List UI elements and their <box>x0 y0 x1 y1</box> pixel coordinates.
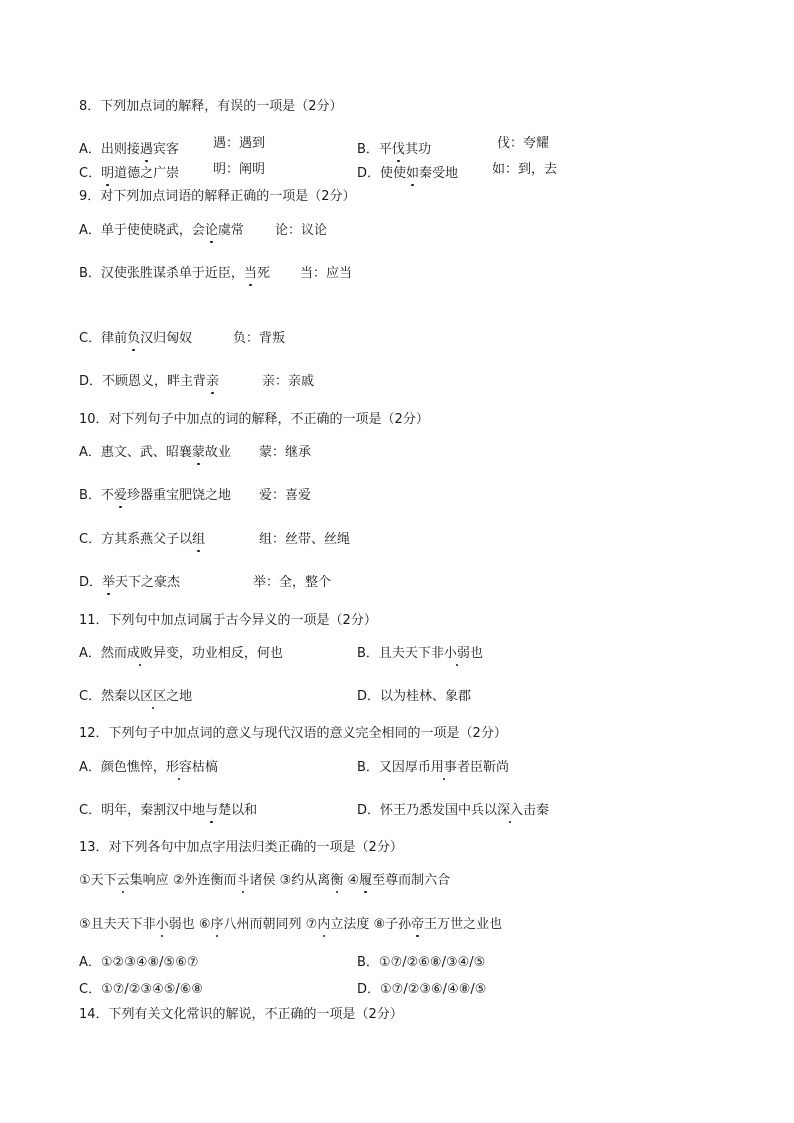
q11-option-d: D．以为桂林、象郡 <box>357 689 472 704</box>
q13-option-b: B．①⑦/②⑥⑧/③④/⑤ <box>357 955 486 970</box>
q11-option-c: C．然秦以区区之地 <box>79 689 193 704</box>
q8-option-b-gloss: 伐：夸耀 <box>497 136 550 151</box>
q13-sentence-1: ①天下云集响应 <box>79 873 169 888</box>
q13-sentence-4: ④履至尊而制六合 <box>347 873 451 888</box>
q13-sentence-8: ⑧子孙帝王万世之业也 <box>373 917 503 932</box>
q8-option-c: C．明道德之广崇 <box>79 166 180 181</box>
q8-option-a-gloss: 遇：遇到 <box>213 136 266 151</box>
q13-sentence-3: ③约从离衡 <box>279 873 344 888</box>
q13-sentence-2: ②外连衡而斗诸侯 <box>172 873 276 888</box>
q13-sentences-row-1 <box>79 873 450 889</box>
q10-option-d: D．举天下之豪杰 <box>79 575 181 590</box>
q10-option-b-gloss: 爱：喜爱 <box>259 488 312 503</box>
q12-option-a: A．颜色憔悴，形容枯槁 <box>79 760 218 775</box>
q9-option-b: B．汉使张胜谋杀单于近臣，当死 <box>79 266 270 281</box>
q9-option-c-gloss: 负：背叛 <box>233 331 286 346</box>
q13-sentence-6: ⑥序八州而朝同列 <box>198 917 302 932</box>
q9-option-b-gloss: 当：应当 <box>300 266 353 281</box>
q10-option-c: C．方其系燕父子以组 <box>79 532 206 547</box>
q9-option-c: C．律前负汉归匈奴 <box>79 331 193 346</box>
q8-option-d-gloss: 如：到，去 <box>492 162 558 177</box>
q10-option-d-gloss: 举：全，整个 <box>253 575 332 590</box>
q8-option-b: B．平伐其功 <box>357 142 431 157</box>
q8-stem: 8．下列加点词的解释，有误的一项是（2分） <box>79 99 343 114</box>
q13-sentences-row-2 <box>79 917 502 933</box>
q11-option-b: B．且夫天下非小弱也 <box>357 646 483 661</box>
q14-stem: 14．下列有关文化常识的解说，不正确的一项是（2分） <box>79 1007 403 1022</box>
q11-option-a: A．然而成败异变，功业相反，何也 <box>79 646 283 661</box>
q8-option-c-gloss: 明：阐明 <box>213 162 266 177</box>
q13-option-d: D．①⑦/②③⑥/④⑧/⑤ <box>357 982 487 997</box>
q9-option-a-gloss: 论：议论 <box>275 223 328 238</box>
q13-option-c: C．①⑦/②③④⑤/⑥⑧ <box>79 982 204 997</box>
q12-option-d: D．怀王乃悉发国中兵以深入击秦 <box>357 803 550 818</box>
q9-option-a: A．单于使使晓武，会论虞常 <box>79 223 244 238</box>
q12-option-c: C．明年，秦割汉中地与楚以和 <box>79 803 258 818</box>
q10-option-a: A．惠文、武、昭襄蒙故业 <box>79 445 231 460</box>
q10-option-b: B．不爱珍器重宝肥饶之地 <box>79 488 231 503</box>
q9-option-d: D．不顾恩义，畔主背亲 <box>79 374 220 389</box>
q10-stem: 10．对下列句子中加点的词的解释，不正确的一项是（2分） <box>79 412 429 427</box>
q9-stem: 9．对下列加点词语的解释正确的一项是（2分） <box>79 189 356 204</box>
q13-sentence-5: ⑤且夫天下非小弱也 <box>79 917 195 932</box>
q13-stem: 13．对下列各句中加点字用法归类正确的一项是（2分） <box>79 840 403 855</box>
q9-option-d-gloss: 亲：亲戚 <box>262 374 315 389</box>
q13-option-a: A．①②③④⑧/⑤⑥⑦ <box>79 955 199 970</box>
q13-sentence-7: ⑦内立法度 <box>305 917 370 932</box>
q10-option-a-gloss: 蒙：继承 <box>259 445 312 460</box>
q8-option-d: D．使使如秦受地 <box>357 166 459 181</box>
q8-option-a: A．出则接遇宾客 <box>79 142 179 157</box>
q11-stem: 11．下列句中加点词属于古今异义的一项是（2分） <box>79 613 377 628</box>
q12-option-b: B．又因厚币用事者臣靳尚 <box>357 760 509 775</box>
q12-stem: 12．下列句子中加点词的意义与现代汉语的意义完全相同的一项是（2分） <box>79 726 507 741</box>
q10-option-c-gloss: 组：丝带、丝绳 <box>259 532 351 547</box>
